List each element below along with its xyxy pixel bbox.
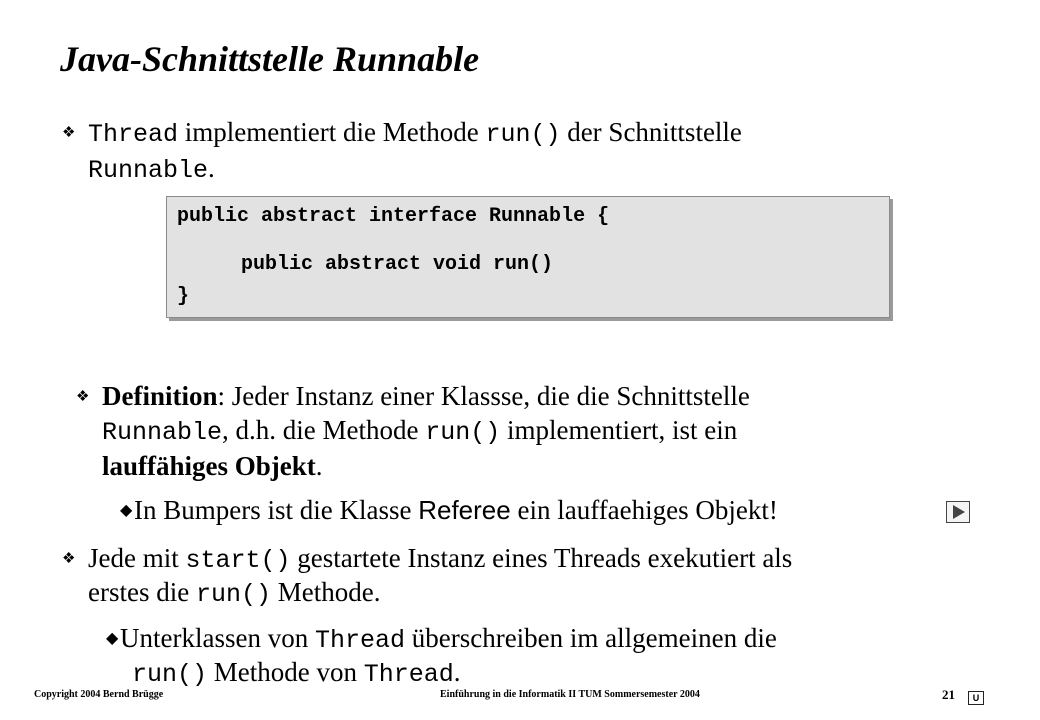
code-thread: Thread [88, 120, 179, 149]
code-start: start() [185, 546, 291, 575]
text: gestartete Instanz eines Threads exekutiert als [290, 543, 793, 573]
text: . [453, 657, 461, 687]
text: erstes die [88, 577, 196, 607]
bullet-thread-implements-run [62, 116, 742, 151]
slide-title: Java-Schnittstelle Runnable [60, 39, 480, 79]
code-run: run() [132, 660, 208, 689]
text: Methode. [270, 577, 381, 607]
text: . [315, 451, 323, 481]
text: In Bumpers ist die Klasse [134, 495, 419, 525]
code-run: run() [425, 418, 501, 447]
subbullet-unterklassen-line-1 [106, 622, 777, 657]
play-button-icon[interactable] [946, 501, 970, 523]
code-line-3: } [177, 285, 190, 308]
bullet-thread-implements-run-cont [88, 152, 215, 187]
diamond-small-bullet-icon: ◆ [106, 630, 119, 647]
lauffaehiges-objekt-term: lauffähiges Objekt [102, 451, 316, 481]
code-runnable: Runnable [88, 156, 209, 185]
bullet-start-run-line-1 [62, 542, 792, 577]
text: implementiert die Methode [178, 117, 486, 147]
page-number: 21 [942, 687, 955, 702]
text: : Jeder Instanz einer Klassse, die die Schnittstelle [217, 381, 750, 411]
code-thread: Thread [314, 626, 405, 655]
code-run: run() [195, 580, 271, 609]
text: ein lauffaehiges Objekt! [510, 495, 778, 525]
text: Unterklassen von [120, 623, 315, 653]
code-line-2: public abstract void run() [241, 253, 554, 276]
subbullet-bumpers-referee [120, 494, 778, 527]
subbullet-unterklassen-line-2 [132, 656, 461, 691]
text: Methode von [207, 657, 364, 687]
footer-course: Einführung in die Informatik II TUM Sommersemester 2004 [440, 689, 700, 700]
code-box-runnable-interface [166, 196, 890, 318]
diamond-bullet-icon: ❖ [76, 389, 90, 405]
code-run: run() [485, 120, 561, 149]
bullet-definition-line-2 [102, 414, 737, 449]
diamond-small-bullet-icon: ◆ [120, 502, 133, 519]
bullet-start-run-line-2 [88, 576, 380, 611]
code-thread: Thread [363, 660, 454, 689]
text: der Schnittstelle [560, 117, 742, 147]
bullet-definition-line-3 [102, 450, 323, 482]
text: Jede mit [88, 543, 186, 573]
code-runnable: Runnable [102, 418, 223, 447]
text: . [208, 153, 215, 183]
text: implementiert, ist ein [500, 415, 738, 445]
definition-label: Definition [102, 381, 218, 411]
tum-logo-icon: U [968, 691, 984, 705]
text: , d.h. die Methode [222, 415, 426, 445]
code-line-1: public abstract interface Runnable { [177, 205, 610, 228]
class-name-referee: Referee [418, 495, 511, 525]
diamond-bullet-icon: ❖ [62, 125, 76, 141]
footer-copyright: Copyright 2004 Bernd Brügge [34, 689, 164, 700]
diamond-bullet-icon: ❖ [62, 551, 76, 567]
text: überschreiben im allgemeinen die [404, 623, 777, 653]
bullet-definition-line-1 [76, 380, 750, 413]
